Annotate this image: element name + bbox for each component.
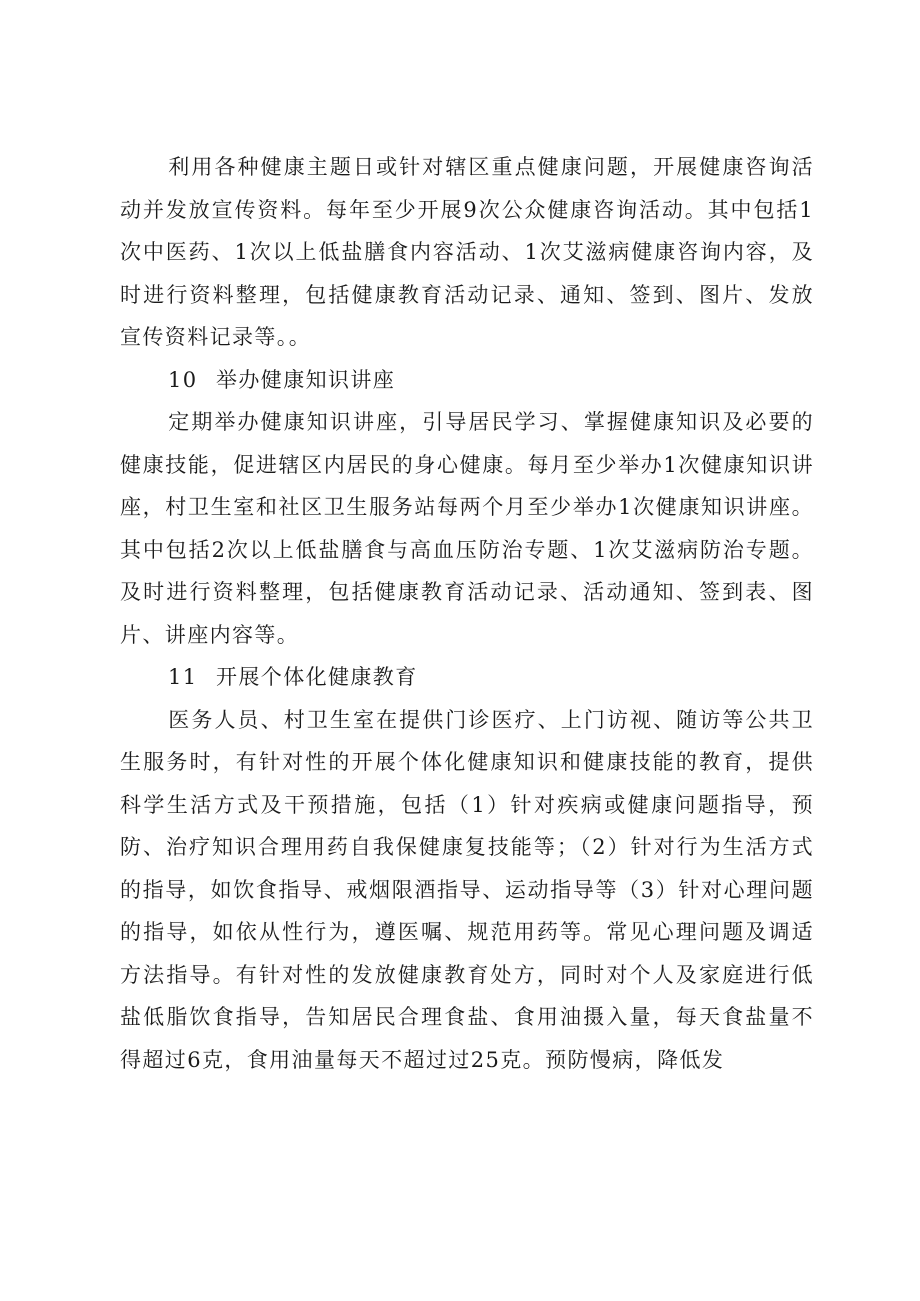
section-heading-10: [120, 359, 814, 402]
paragraph-individual-education: 医务人员、村卫生室在提供门诊医疗、上门访视、随访等公共卫生服务时，有针对性的开展个体化健康知识和健康技能的教育，提供科学生活方式及干预措施，包括（1）针对疾病或健康问题指导，预防、治疗知识合理用药自我保健康复技能等；（2）针对行为生活方式的指导，如饮食指导、戒烟限酒指导、运动指导等（3）针对心理问题的指导，如依从性行为，遵医嘱、规范用药等。常见心理问题及调适方法指导。有针对性的发放健康教育处方，同时对个人及家庭进行低盐低脂饮食指导，告知居民合理食盐、食用油摄入量，每天食盐量不得超过6克，食用油量每天不超过过25克。预防慢病，降低发: [120, 707, 814, 1072]
document-page: [120, 146, 814, 1081]
section-heading-11: [120, 656, 814, 699]
paragraph-health-consultation: 利用各种健康主题日或针对辖区重点健康问题，开展健康咨询活动并发放宣传资料。每年至少开展9次公众健康咨询活动。其中包括1次中医药、1次以上低盐膳食内容活动、1次艾滋病健康咨询内容，及时进行资料整理，包括健康教育活动记录、通知、签到、图片、发放宣传资料记录等。。: [120, 155, 814, 349]
section-number: 11: [168, 665, 198, 689]
section-title: 举办健康知识讲座: [216, 367, 396, 392]
section-title: 开展个体化健康教育: [216, 665, 418, 689]
paragraph-health-lectures: 定期举办健康知识讲座，引导居民学习、掌握健康知识及必要的健康技能，促进辖区内居民的身心健康。每月至少举办1次健康知识讲座，村卫生室和社区卫生服务站每两个月至少举办1次健康知识讲座。其中包括2次以上低盐膳食与高血压防治专题、1次艾滋病防治专题。及时进行资料整理，包括健康教育活动记录、活动通知、签到表、图片、讲座内容等。: [120, 410, 814, 647]
section-number: 10: [168, 367, 198, 392]
